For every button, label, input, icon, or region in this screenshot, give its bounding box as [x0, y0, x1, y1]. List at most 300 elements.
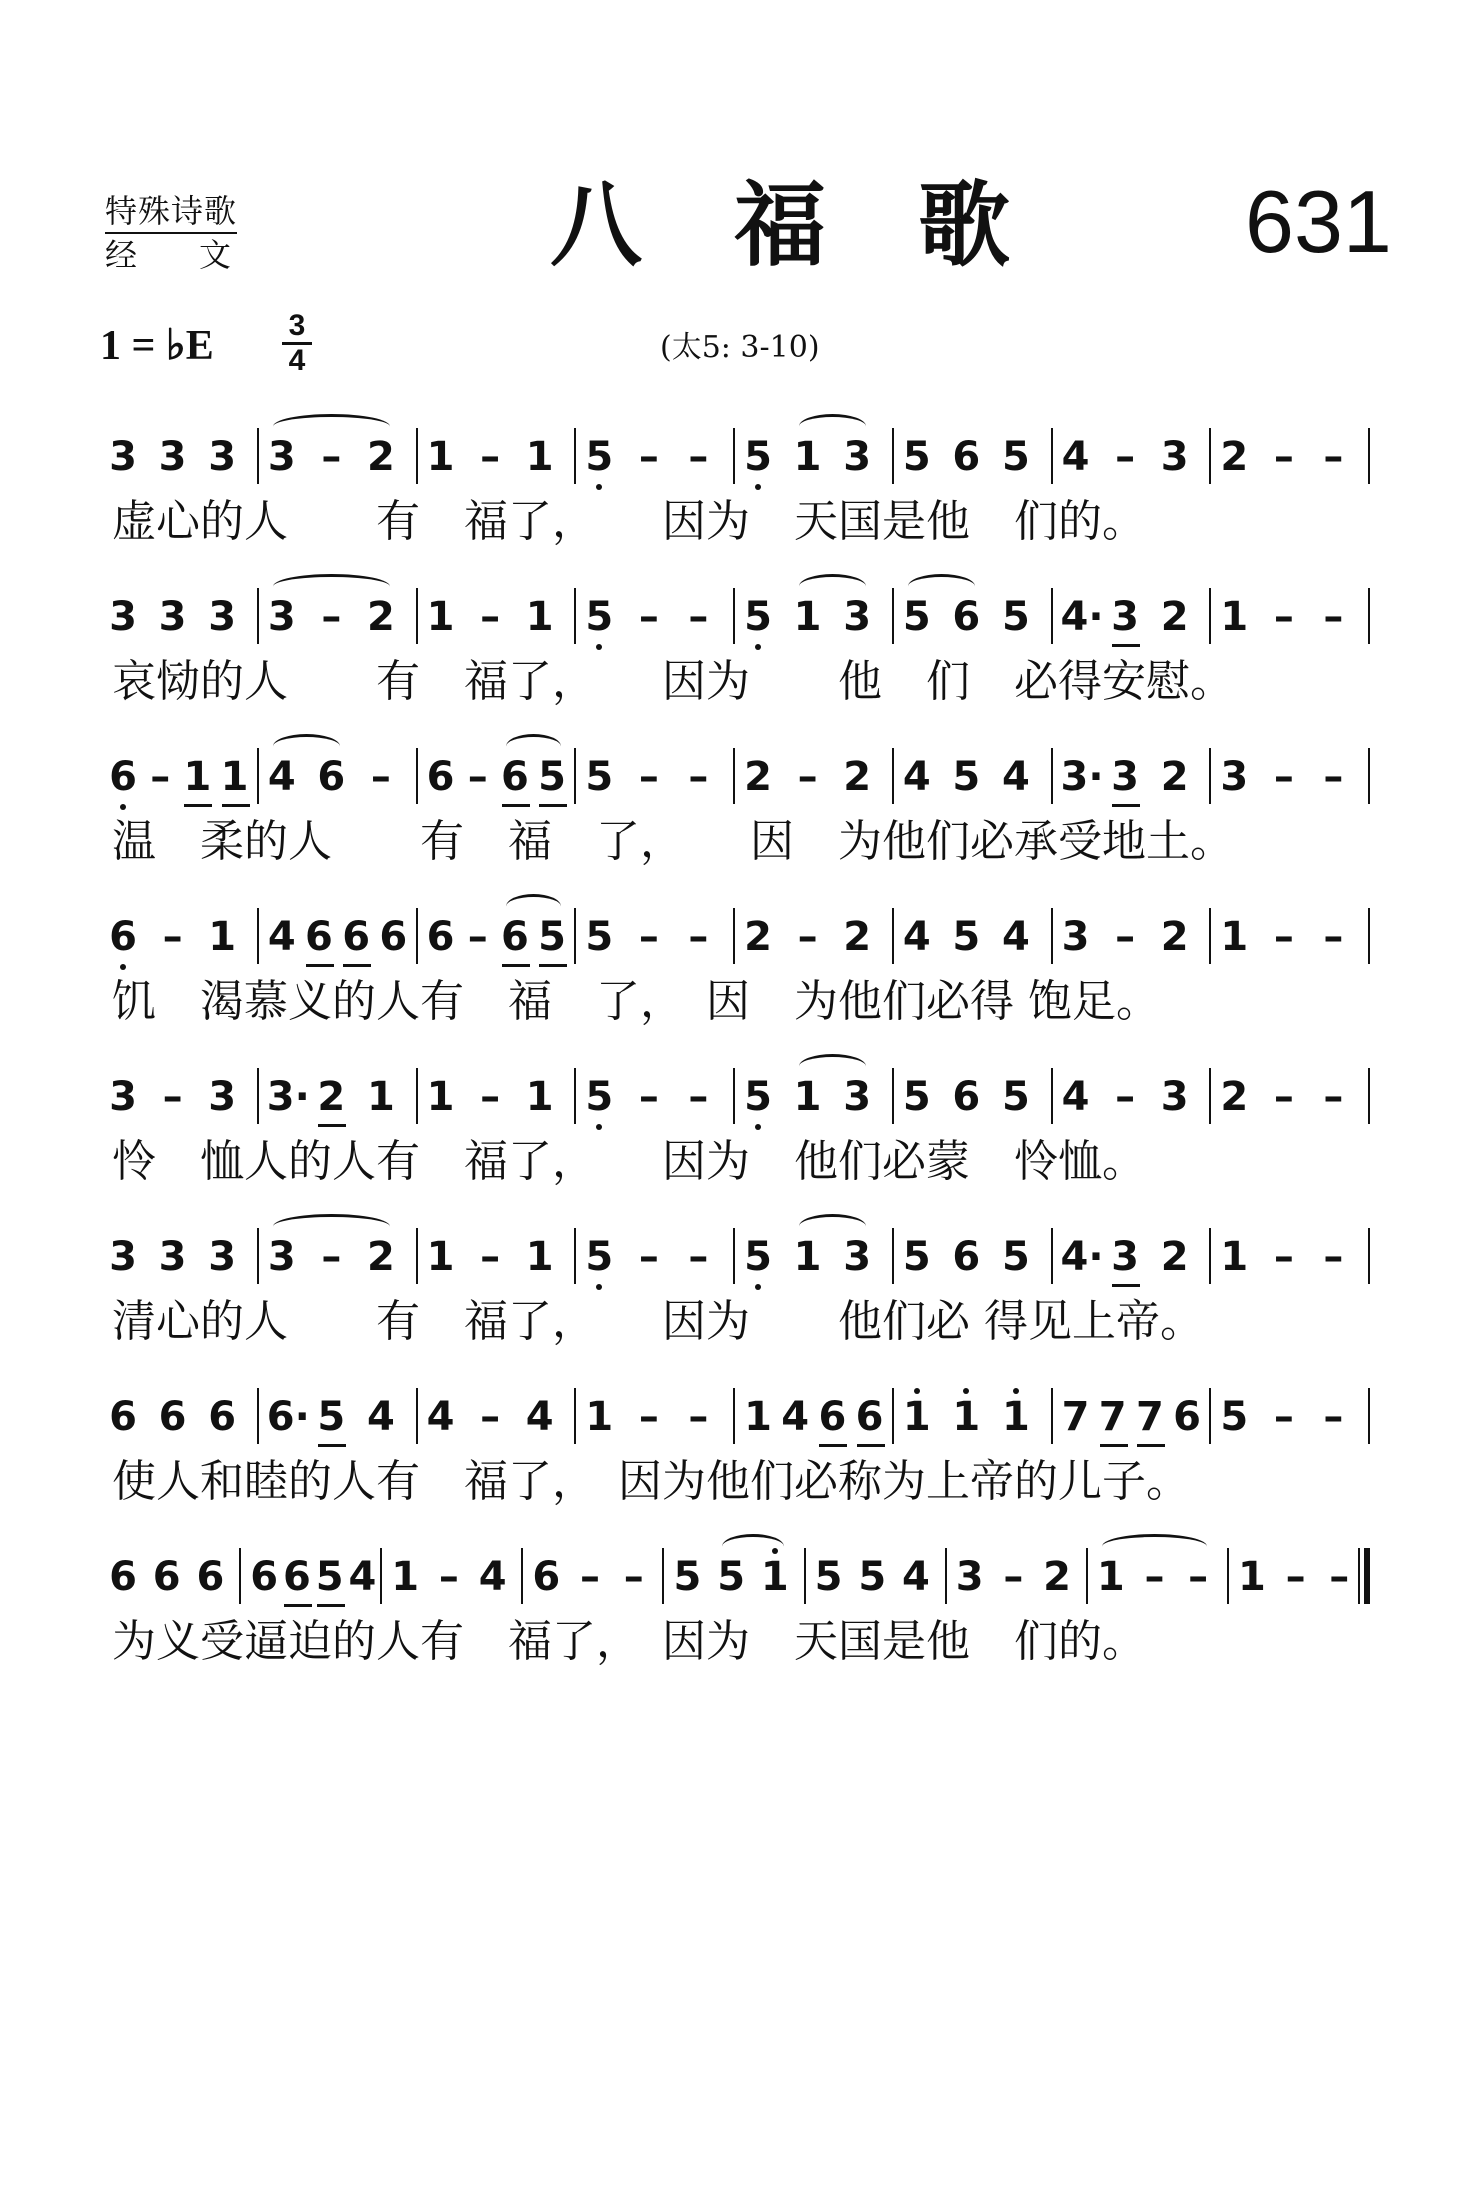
- note: 4: [902, 754, 931, 800]
- barline: [733, 908, 735, 964]
- note: 1: [760, 1554, 789, 1600]
- barline: [1209, 588, 1211, 644]
- barline: [892, 1068, 894, 1124]
- barline: [1368, 908, 1370, 964]
- note: –: [480, 434, 501, 480]
- slur: [722, 1534, 784, 1559]
- note: –: [1003, 1554, 1024, 1600]
- note: 5: [744, 434, 772, 480]
- note: 2: [1160, 594, 1189, 640]
- note: 2: [744, 914, 772, 960]
- note: 1: [426, 1074, 455, 1120]
- note: 5: [585, 1074, 614, 1120]
- barline: [892, 1228, 894, 1284]
- note: 5: [902, 1234, 931, 1280]
- barline: [804, 1548, 806, 1604]
- note: 2: [843, 754, 872, 800]
- note: 5: [673, 1554, 702, 1600]
- note: 4: [1061, 1074, 1090, 1120]
- slur: [506, 894, 561, 919]
- note: 6: [1173, 1394, 1201, 1440]
- barline: [257, 1068, 259, 1124]
- barline: [1368, 1228, 1370, 1284]
- note: 5: [315, 1554, 344, 1600]
- slur: [1102, 1534, 1207, 1559]
- barline: [892, 748, 894, 804]
- note: 6: [500, 914, 529, 960]
- slur: [908, 574, 976, 599]
- eighth-underline: [502, 964, 530, 967]
- note: 6: [250, 1554, 279, 1600]
- note: –: [638, 1234, 659, 1280]
- lyrics-line: 为义受逼迫的人有 福了， 因为 天国是他 们的。: [112, 1616, 1146, 1667]
- barline: [574, 908, 576, 964]
- note: 6: [500, 754, 529, 800]
- barline: [416, 428, 418, 484]
- note: 4: [1001, 914, 1030, 960]
- note: 6: [109, 1554, 137, 1600]
- note: –: [150, 754, 171, 800]
- barline: [257, 588, 259, 644]
- slur: [799, 1214, 867, 1239]
- note: –: [1323, 914, 1344, 960]
- note: –: [1144, 1554, 1165, 1600]
- barline: [574, 748, 576, 804]
- eighth-underline: [502, 804, 530, 807]
- note: 5: [585, 594, 614, 640]
- barline: [416, 588, 418, 644]
- note: 4·: [1060, 594, 1104, 640]
- note: 6: [208, 1394, 237, 1440]
- note: 6: [952, 1074, 981, 1120]
- note: 3: [267, 434, 296, 480]
- note: 1: [793, 1234, 822, 1280]
- barline: [1051, 1388, 1053, 1444]
- note: 1: [426, 594, 455, 640]
- note: 3: [1220, 754, 1249, 800]
- note: 3: [843, 434, 872, 480]
- barline: [1086, 1548, 1088, 1604]
- note: 5: [1001, 1074, 1030, 1120]
- note: –: [638, 1074, 659, 1120]
- note: 3: [208, 1234, 237, 1280]
- note: 6: [109, 1394, 137, 1440]
- note: –: [1285, 1554, 1306, 1600]
- note: –: [467, 754, 488, 800]
- note: –: [1273, 1234, 1294, 1280]
- barline: [416, 748, 418, 804]
- note: 4: [902, 1554, 930, 1600]
- lyrics-line: 使人和睦的人有 福了， 因为他们必称为上帝的儿子。: [112, 1456, 1190, 1507]
- note: –: [688, 434, 709, 480]
- note: –: [1115, 914, 1136, 960]
- note: –: [688, 1234, 709, 1280]
- barline: [1368, 428, 1370, 484]
- category-label: [105, 190, 293, 276]
- note: 4: [478, 1554, 507, 1600]
- barline: [733, 588, 735, 644]
- note: 1: [525, 434, 554, 480]
- note: 6: [952, 594, 981, 640]
- note: 5: [1001, 434, 1030, 480]
- eighth-underline: [318, 1444, 346, 1447]
- note: 1: [793, 434, 822, 480]
- note: 3: [1111, 754, 1139, 800]
- eighth-underline: [306, 964, 334, 967]
- note: 6: [109, 914, 137, 960]
- note: 1: [426, 1234, 455, 1280]
- barline: [257, 1388, 259, 1444]
- eighth-underline: [857, 1444, 885, 1447]
- note: –: [480, 1394, 501, 1440]
- barline: [1209, 748, 1211, 804]
- note: 1: [1096, 1554, 1125, 1600]
- eighth-underline: [318, 1124, 346, 1127]
- barline: [1368, 588, 1370, 644]
- note: 3: [1111, 1234, 1139, 1280]
- note: 3: [843, 1074, 872, 1120]
- note: 5: [585, 434, 614, 480]
- note: –: [1323, 594, 1344, 640]
- barline: [1209, 1388, 1211, 1444]
- note: 6: [426, 754, 455, 800]
- note: 5: [1001, 1234, 1030, 1280]
- note: –: [1115, 434, 1136, 480]
- note: 5: [585, 754, 614, 800]
- note: –: [162, 914, 183, 960]
- barline: [733, 1228, 735, 1284]
- note: –: [797, 754, 818, 800]
- barline: [1368, 1388, 1370, 1444]
- eighth-underline: [1137, 1444, 1165, 1447]
- note: –: [1273, 914, 1294, 960]
- note: –: [688, 754, 709, 800]
- barline: [416, 1068, 418, 1124]
- note: 1: [366, 1074, 395, 1120]
- note: 5: [858, 1554, 887, 1600]
- note: –: [480, 1234, 501, 1280]
- note: –: [480, 1074, 501, 1120]
- note: 1: [902, 1394, 931, 1440]
- final-barline-thin: [1358, 1548, 1360, 1604]
- note: 5: [952, 914, 981, 960]
- slur: [273, 574, 390, 599]
- note: 3: [1111, 594, 1139, 640]
- note: –: [797, 914, 818, 960]
- barline: [1051, 588, 1053, 644]
- lyrics-line: 虚心的人 有 福了， 因为 天国是他 们的。: [112, 496, 1146, 547]
- note: 1: [1220, 914, 1249, 960]
- barline: [892, 588, 894, 644]
- note: 5: [538, 754, 566, 800]
- note: 2: [1043, 1554, 1071, 1600]
- note: 5: [717, 1554, 746, 1600]
- note: 3: [955, 1554, 984, 1600]
- note: 2: [1220, 1074, 1249, 1120]
- note: 1: [1220, 594, 1249, 640]
- eighth-underline: [539, 804, 567, 807]
- lyrics-line: 哀恸的人 有 福了， 因为 他 们 必得安慰。: [112, 656, 1234, 707]
- note: 4: [902, 914, 931, 960]
- note: 3: [109, 1234, 137, 1280]
- note: 3: [208, 434, 237, 480]
- note: –: [638, 914, 659, 960]
- note: 5: [744, 1074, 772, 1120]
- barline: [892, 428, 894, 484]
- note: 3: [109, 594, 137, 640]
- eighth-underline: [317, 1604, 345, 1607]
- note: 3: [158, 594, 187, 640]
- note: 1: [525, 1234, 554, 1280]
- eighth-underline: [222, 804, 250, 807]
- note: 3·: [1060, 754, 1104, 800]
- note: 4: [267, 754, 296, 800]
- note: 5: [744, 1234, 772, 1280]
- barline: [380, 1548, 382, 1604]
- note: 2: [843, 914, 872, 960]
- slur: [273, 414, 390, 439]
- note: –: [370, 754, 391, 800]
- note: –: [1323, 1074, 1344, 1120]
- note: 5: [317, 1394, 346, 1440]
- note: –: [638, 434, 659, 480]
- barline: [1368, 748, 1370, 804]
- note: 3: [208, 1074, 237, 1120]
- note: –: [623, 1554, 644, 1600]
- barline: [257, 748, 259, 804]
- note: 4: [366, 1394, 395, 1440]
- note: 2: [744, 754, 772, 800]
- note: 2: [366, 594, 395, 640]
- note: 6: [952, 434, 981, 480]
- slur: [273, 734, 341, 759]
- barline: [1051, 1228, 1053, 1284]
- note: 2: [1160, 754, 1189, 800]
- note: 6: [152, 1554, 181, 1600]
- barline: [733, 428, 735, 484]
- note: –: [688, 1394, 709, 1440]
- barline: [1051, 908, 1053, 964]
- note: 2: [1220, 434, 1249, 480]
- note: 3·: [266, 1074, 310, 1120]
- note: 1: [525, 594, 554, 640]
- note: 7: [1098, 1394, 1127, 1440]
- note: 5: [902, 1074, 931, 1120]
- key-signature: 1 = ♭E: [100, 323, 214, 369]
- note: –: [688, 914, 709, 960]
- note: 3: [267, 1234, 296, 1280]
- note: –: [638, 754, 659, 800]
- note: 6: [379, 914, 408, 960]
- note: –: [688, 1074, 709, 1120]
- lyrics-line: 温 柔的人 有 福 了， 因 为他们必承受地土。: [112, 816, 1234, 867]
- hymn-number: 631: [1245, 172, 1392, 271]
- note: 4: [525, 1394, 554, 1440]
- note: 7: [1135, 1394, 1164, 1440]
- barline: [1227, 1548, 1229, 1604]
- barline: [257, 428, 259, 484]
- eighth-underline: [1112, 644, 1140, 647]
- barline: [416, 908, 418, 964]
- note: 2: [317, 1074, 346, 1120]
- eighth-underline: [1112, 1284, 1140, 1287]
- barline: [733, 1388, 735, 1444]
- barline: [1051, 1068, 1053, 1124]
- note: 3: [109, 434, 137, 480]
- note: 3: [1160, 1074, 1189, 1120]
- note: –: [638, 594, 659, 640]
- note: 4: [1001, 754, 1030, 800]
- note: 5: [1220, 1394, 1249, 1440]
- note: –: [162, 1074, 183, 1120]
- note: –: [1273, 594, 1294, 640]
- note: 6: [342, 914, 371, 960]
- note: 1: [1220, 1234, 1249, 1280]
- barline: [733, 1068, 735, 1124]
- eighth-underline: [1112, 804, 1140, 807]
- note: 3: [1160, 434, 1189, 480]
- barline: [733, 748, 735, 804]
- note: –: [1323, 1394, 1344, 1440]
- song-title: 八福歌: [550, 171, 1103, 279]
- note: 1: [793, 1074, 822, 1120]
- note: –: [1273, 1394, 1294, 1440]
- note: 1: [525, 1074, 554, 1120]
- note: 6: [317, 754, 346, 800]
- note: –: [1273, 1074, 1294, 1120]
- note: –: [580, 1554, 601, 1600]
- note: –: [1273, 754, 1294, 800]
- note: 2: [366, 1234, 395, 1280]
- note: 5: [902, 594, 931, 640]
- note: –: [321, 1234, 342, 1280]
- note: 3: [158, 1234, 187, 1280]
- final-barline-thick: [1364, 1548, 1370, 1604]
- time-signature: [282, 310, 312, 377]
- scripture-reference: (太5: 3-10): [660, 330, 820, 365]
- note: 5: [1001, 594, 1030, 640]
- lyrics-line: 饥 渴慕义的人有 福 了， 因 为他们必得 饱足。: [112, 976, 1160, 1027]
- note: 4: [1061, 434, 1090, 480]
- slur: [273, 1214, 390, 1239]
- note: 6: [305, 914, 333, 960]
- barline: [574, 428, 576, 484]
- note: 1: [1237, 1554, 1266, 1600]
- eighth-underline: [343, 964, 371, 967]
- note: 5: [538, 914, 566, 960]
- note: 6: [952, 1234, 981, 1280]
- barline: [1209, 1068, 1211, 1124]
- note: 1: [1001, 1394, 1030, 1440]
- note: 5: [814, 1554, 843, 1600]
- time-top: 3: [282, 310, 312, 345]
- note: 6: [109, 754, 137, 800]
- eighth-underline: [1100, 1444, 1128, 1447]
- note: 2: [1160, 914, 1189, 960]
- slur: [799, 414, 867, 439]
- note: 1: [793, 594, 822, 640]
- category-line-1: 特殊诗歌: [105, 190, 237, 234]
- barline: [257, 908, 259, 964]
- barline: [574, 1228, 576, 1284]
- note: 1: [391, 1554, 420, 1600]
- note: –: [321, 594, 342, 640]
- barline: [945, 1548, 947, 1604]
- note: 1: [208, 914, 237, 960]
- note: –: [688, 594, 709, 640]
- note: –: [480, 594, 501, 640]
- note: –: [1188, 1554, 1209, 1600]
- note: –: [1323, 754, 1344, 800]
- note: 1: [426, 434, 455, 480]
- note: 5: [902, 434, 931, 480]
- note: 7: [1061, 1394, 1090, 1440]
- barline: [239, 1548, 241, 1604]
- note: –: [1323, 434, 1344, 480]
- barline: [662, 1548, 664, 1604]
- lyrics-line: 怜 恤人的人有 福了， 因为 他们必蒙 怜恤。: [112, 1136, 1146, 1187]
- category-line-2: 经文: [105, 236, 294, 274]
- note: –: [1329, 1554, 1350, 1600]
- note: 5: [952, 754, 981, 800]
- barline: [1209, 1228, 1211, 1284]
- eighth-underline: [284, 1604, 312, 1607]
- note: 2: [366, 434, 395, 480]
- barline: [416, 1228, 418, 1284]
- barline: [257, 1228, 259, 1284]
- barline: [1051, 428, 1053, 484]
- barline: [1051, 748, 1053, 804]
- note: 5: [585, 914, 614, 960]
- slur: [799, 574, 867, 599]
- note: 6: [532, 1554, 561, 1600]
- note: 1: [744, 1394, 772, 1440]
- note: 3: [208, 594, 237, 640]
- note: 6: [196, 1554, 225, 1600]
- note: 4: [426, 1394, 455, 1440]
- barline: [1209, 428, 1211, 484]
- note: –: [1323, 1234, 1344, 1280]
- eighth-underline: [539, 964, 567, 967]
- barline: [1368, 1068, 1370, 1124]
- note: –: [1115, 1074, 1136, 1120]
- barline: [521, 1548, 523, 1604]
- slur: [799, 1054, 867, 1079]
- note: 5: [585, 1234, 614, 1280]
- slur: [506, 734, 561, 759]
- barline: [574, 1388, 576, 1444]
- note: 4·: [1060, 1234, 1104, 1280]
- note: 4: [348, 1554, 377, 1600]
- note: 2: [1160, 1234, 1189, 1280]
- note: –: [1273, 434, 1294, 480]
- note: 4: [267, 914, 296, 960]
- note: 1: [952, 1394, 981, 1440]
- note: –: [638, 1394, 659, 1440]
- note: 6: [855, 1394, 884, 1440]
- note: 1: [220, 754, 249, 800]
- note: 6: [282, 1554, 311, 1600]
- barline: [416, 1388, 418, 1444]
- note: –: [438, 1554, 459, 1600]
- barline: [892, 908, 894, 964]
- note: 6·: [266, 1394, 310, 1440]
- barline: [892, 1388, 894, 1444]
- note: 3: [1061, 914, 1090, 960]
- eighth-underline: [819, 1444, 847, 1447]
- eighth-underline: [184, 804, 212, 807]
- barline: [1209, 908, 1211, 964]
